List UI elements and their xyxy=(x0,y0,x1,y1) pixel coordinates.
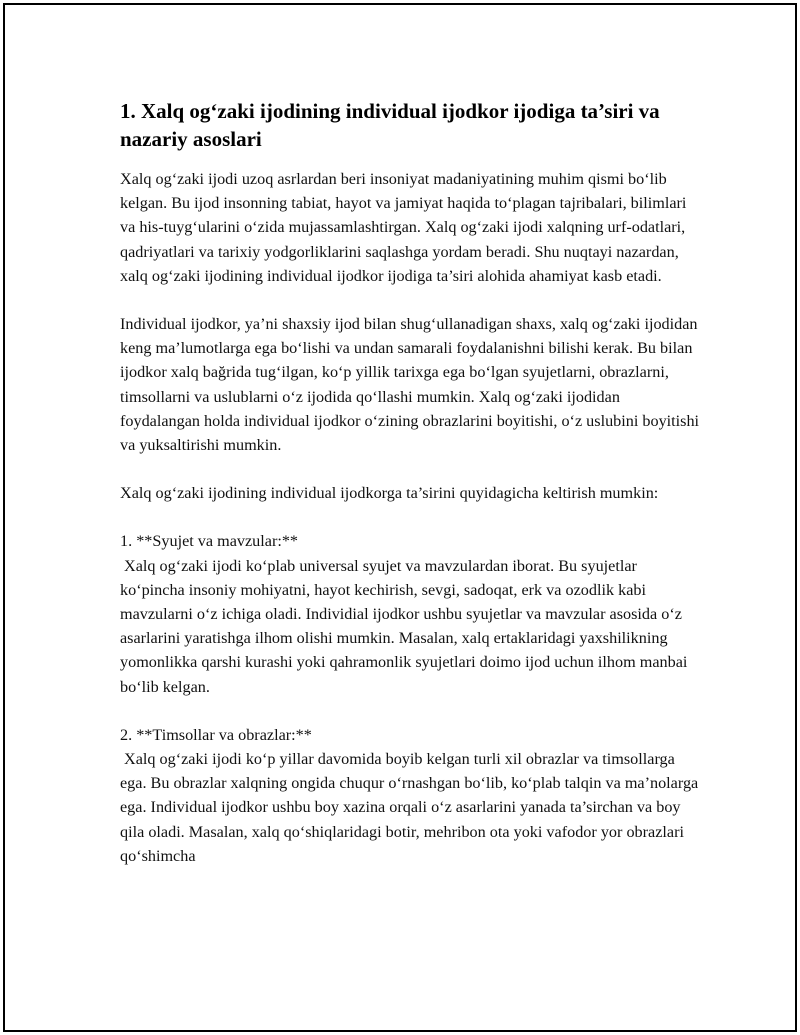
document-content xyxy=(120,97,700,892)
paragraph-individual-creator: Individual ijodkor, ya’ni shaxsiy ijod bilan shug‘ullanadigan shaxs, xalq og‘zaki ijodidan keng ma’lumotlarga ega bo‘lishi va undan samarali foydalanishni bilishi kerak. Bu bilan ijodkor xalq bağrida tug‘ilgan, ko‘p yillik tarixga ega bo‘lgan syujetlarni, obrazlarni, timsollarni va uslublarni o‘z ijodida qo‘llashi mumkin. Xalq og‘zaki ijodidan foydalangan holda individual ijodkor o‘zining obrazlarini boyitishi, o‘z uslubini boyitishi va yuksaltirishi mumkin. xyxy=(120,315,700,455)
list-item-heading: 2. **Timsollar va obrazlar:** xyxy=(120,725,312,744)
list-item-body-text: Xalq og‘zaki ijodi ko‘p yillar davomida boyib kelgan turli xil obrazlar va timsollarga ega. Bu obrazlar xalqning ongida chuqur o‘rnashgan bo‘lib, ko‘plab talqin va ma’nolarga ega. Individual ijodkor ushbu boy xazina orqali o‘z asarlarini yanada ta’sirchan va boy qila oladi. Masalan, xalq qo‘shiqlaridagi botir, mehribon ota yoki vafodor yor obrazlari qo‘shimcha xyxy=(120,750,699,865)
document-title: 1. Xalq og‘zaki ijodining individual ijodkor ijodiga ta’siri va nazariy asoslari xyxy=(120,99,660,151)
paragraph-intro: Xalq og‘zaki ijodi uzoq asrlardan beri insoniyat madaniyatining muhim qismi bo‘lib kelgan. Bu ijod insonning tabiat, hayot va jamiyat haqida to‘plagan tajribalari, bilimlari va his-tuyg‘ularini o‘zida mujassamlashtirgan. Xalq og‘zaki ijodi xalqning urf-odatlari, qadriyatlari va tarixiy yodgorliklarini saqlashga yordam beradi. Shu nuqtayi nazardan, xalq og‘zaki ijodining individual ijodkor ijodiga ta’siri alohida ahamiyat kasb etadi. xyxy=(120,170,687,285)
list-item-plots-themes xyxy=(120,529,700,698)
paragraph-list-lead: Xalq og‘zaki ijodining individual ijodkorga ta’sirini quyidagicha keltirish mumkin: xyxy=(120,484,659,503)
page-frame xyxy=(3,3,797,1032)
list-item-symbols-images xyxy=(120,723,700,868)
list-item-body xyxy=(120,747,700,868)
list-item-body xyxy=(120,554,700,699)
list-item-body-text: Xalq og‘zaki ijodi ko‘plab universal syujet va mavzulardan iborat. Bu syujetlar ko‘pincha insoniy mohiyatni, hayot kechirish, sevgi, sadoqat, erk va ozodlik kabi mavzularni o‘z ichiga oladi. Individial ijodkor ushbu syujetlar va mavzular asosida o‘z asarlarini yaratishga ilhom olishi mumkin. Masalan, xalq ertaklaridagi yaxshilikning yomonlikka qarshi kurashi yoki qahramonlik syujetlari doimo ijod uchun ilhom manbai bo‘lib kelgan. xyxy=(120,556,688,696)
list-item-heading: 1. **Syujet va mavzular:** xyxy=(120,532,299,551)
